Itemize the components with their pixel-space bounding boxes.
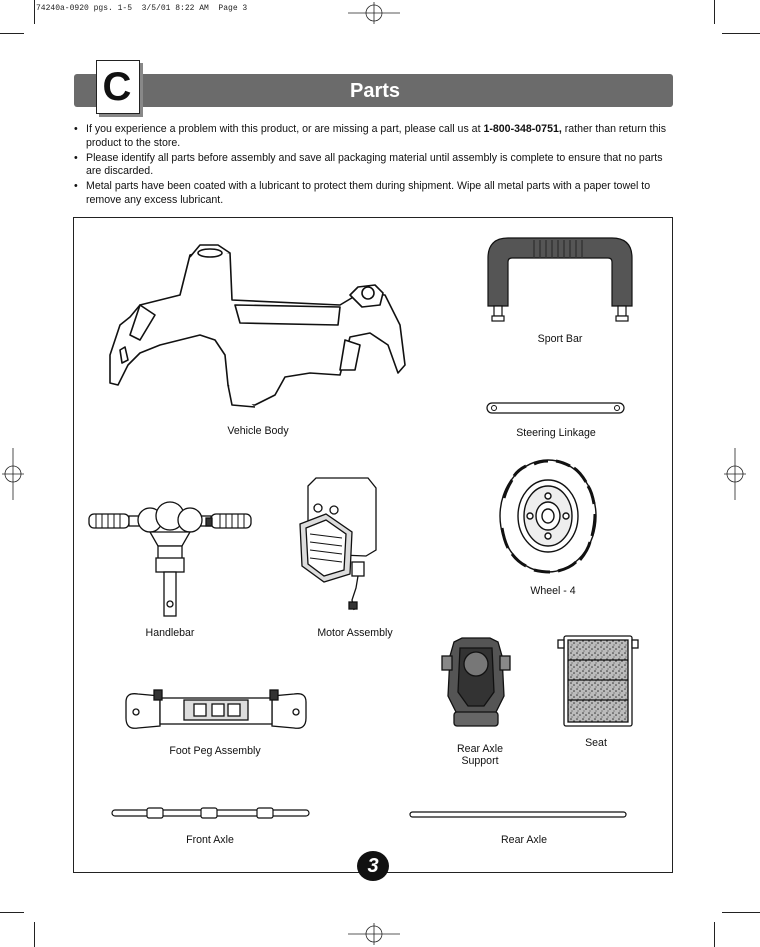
seat-label: Seat <box>585 737 607 749</box>
sport-bar-illustration <box>484 236 636 328</box>
crop-mark <box>0 33 24 34</box>
vehicle-body-illustration <box>100 245 410 413</box>
wheel-label: Wheel - 4 <box>530 585 576 597</box>
crop-mark <box>34 0 35 24</box>
registration-mark-icon <box>348 2 400 24</box>
motor-assembly-illustration <box>296 478 382 618</box>
section-letter: C <box>102 65 132 109</box>
front-axle-label: Front Axle <box>186 834 234 846</box>
note-item: • Metal parts have been coated with a lubricant to protect them during shipment. Wipe all metal parts with a paper towel to remove any excess lubricant. <box>72 180 674 207</box>
print-slug: 74240a-0920 pgs. 1-5 3/5/01 8:22 AM Page 3 <box>36 4 248 13</box>
section-title: Parts <box>349 80 401 102</box>
phone-number: 1-800-348-0751, <box>483 123 562 135</box>
crop-mark <box>722 33 760 34</box>
steering-linkage-label: Steering Linkage <box>516 427 596 439</box>
rear-axle-support-label-line2: Support <box>461 755 499 767</box>
sport-bar-label: Sport Bar <box>537 333 583 345</box>
seat-illustration <box>558 634 640 728</box>
crop-mark <box>722 912 760 913</box>
handlebar-illustration <box>88 498 252 618</box>
rear-axle-support-illustration <box>440 636 512 730</box>
crop-mark <box>714 0 715 24</box>
rear-axle-label: Rear Axle <box>501 834 547 846</box>
wheel-illustration <box>498 458 598 574</box>
foot-peg-assembly-label: Foot Peg Assembly <box>169 745 261 757</box>
note-item: • If you experience a problem with this product, or are missing a part, please call us at 1-800-348-0751, rather than return this product to the store. <box>72 123 674 150</box>
crop-mark <box>34 922 35 947</box>
foot-peg-assembly-illustration <box>124 688 308 734</box>
page-number: 3 <box>357 851 389 881</box>
vehicle-body-label: Vehicle Body <box>227 425 289 437</box>
registration-mark-icon <box>724 448 746 500</box>
rear-axle-illustration <box>409 810 627 820</box>
handlebar-label: Handlebar <box>145 627 195 639</box>
crop-mark <box>0 912 24 913</box>
steering-linkage-illustration <box>486 401 626 415</box>
motor-assembly-label: Motor Assembly <box>317 627 393 639</box>
instruction-notes <box>72 123 674 209</box>
crop-mark <box>714 922 715 947</box>
rear-axle-support-label-line1: Rear Axle <box>457 743 503 755</box>
note-item: • Please identify all parts before assembly and save all packaging material until assembly is complete to ensure that no parts are discarded. <box>72 152 674 179</box>
front-axle-illustration <box>111 806 311 820</box>
registration-mark-icon <box>348 923 400 945</box>
registration-mark-icon <box>2 448 24 500</box>
